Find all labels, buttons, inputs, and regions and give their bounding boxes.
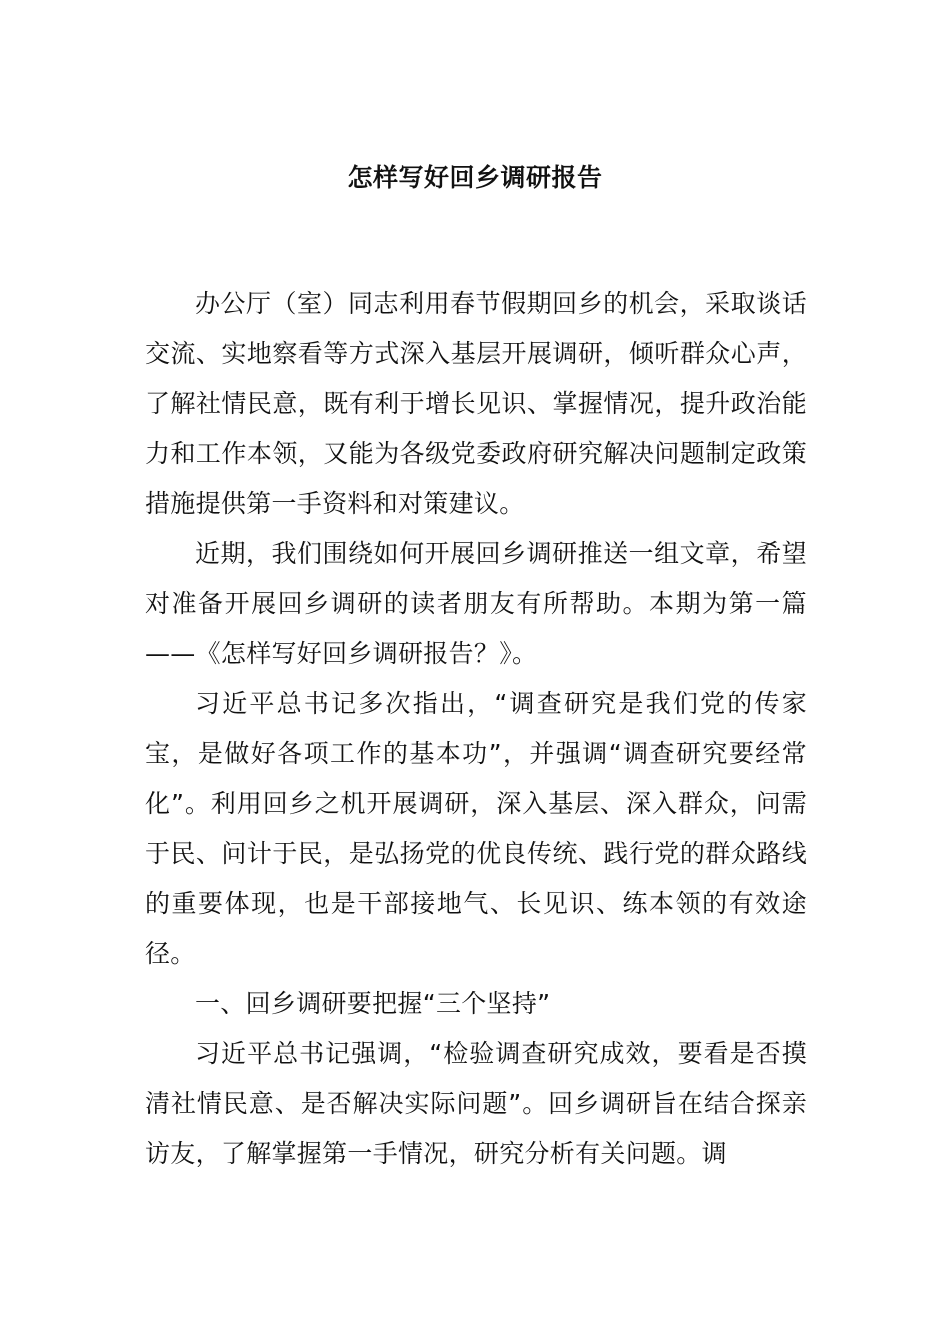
document-body (145, 279, 807, 1179)
paragraph-section-one: 习近平总书记强调，“检验调查研究成效，要看是否摸清社情民意、是否解决实际问题”。回乡调研旨在结合探亲访友，了解掌握第一手情况，研究分析有关问题。调 (145, 1039, 807, 1168)
document-title: 怎样写好回乡调研报告 (347, 163, 603, 192)
paragraph-intro: 办公厅（室）同志利用春节假期回乡的机会，采取谈话交流、实地察看等方式深入基层开展调研，倾听群众心声，了解社情民意，既有利于增长见识、掌握情况，提升政治能力和工作本领，又能为各级党委政府研究解决问题制定政策措施提供第一手资料和对策建议。 (145, 289, 807, 518)
paragraph-recent: 近期，我们围绕如何开展回乡调研推送一组文章，希望对准备开展回乡调研的读者朋友有所帮助。本期为第一篇——《怎样写好回乡调研报告？》。 (145, 539, 807, 668)
paragraph-quote: 习近平总书记多次指出，“调查研究是我们党的传家宝，是做好各项工作的基本功”，并强调“调查研究要经常化”。利用回乡之机开展调研，深入基层、深入群众，问需于民、问计于民，是弘扬党的优良传统、践行党的群众路线的重要体现，也是干部接地气、长见识、练本领的有效途径。 (145, 689, 807, 968)
section-heading: 一、回乡调研要把握“三个坚持” (195, 989, 551, 1018)
